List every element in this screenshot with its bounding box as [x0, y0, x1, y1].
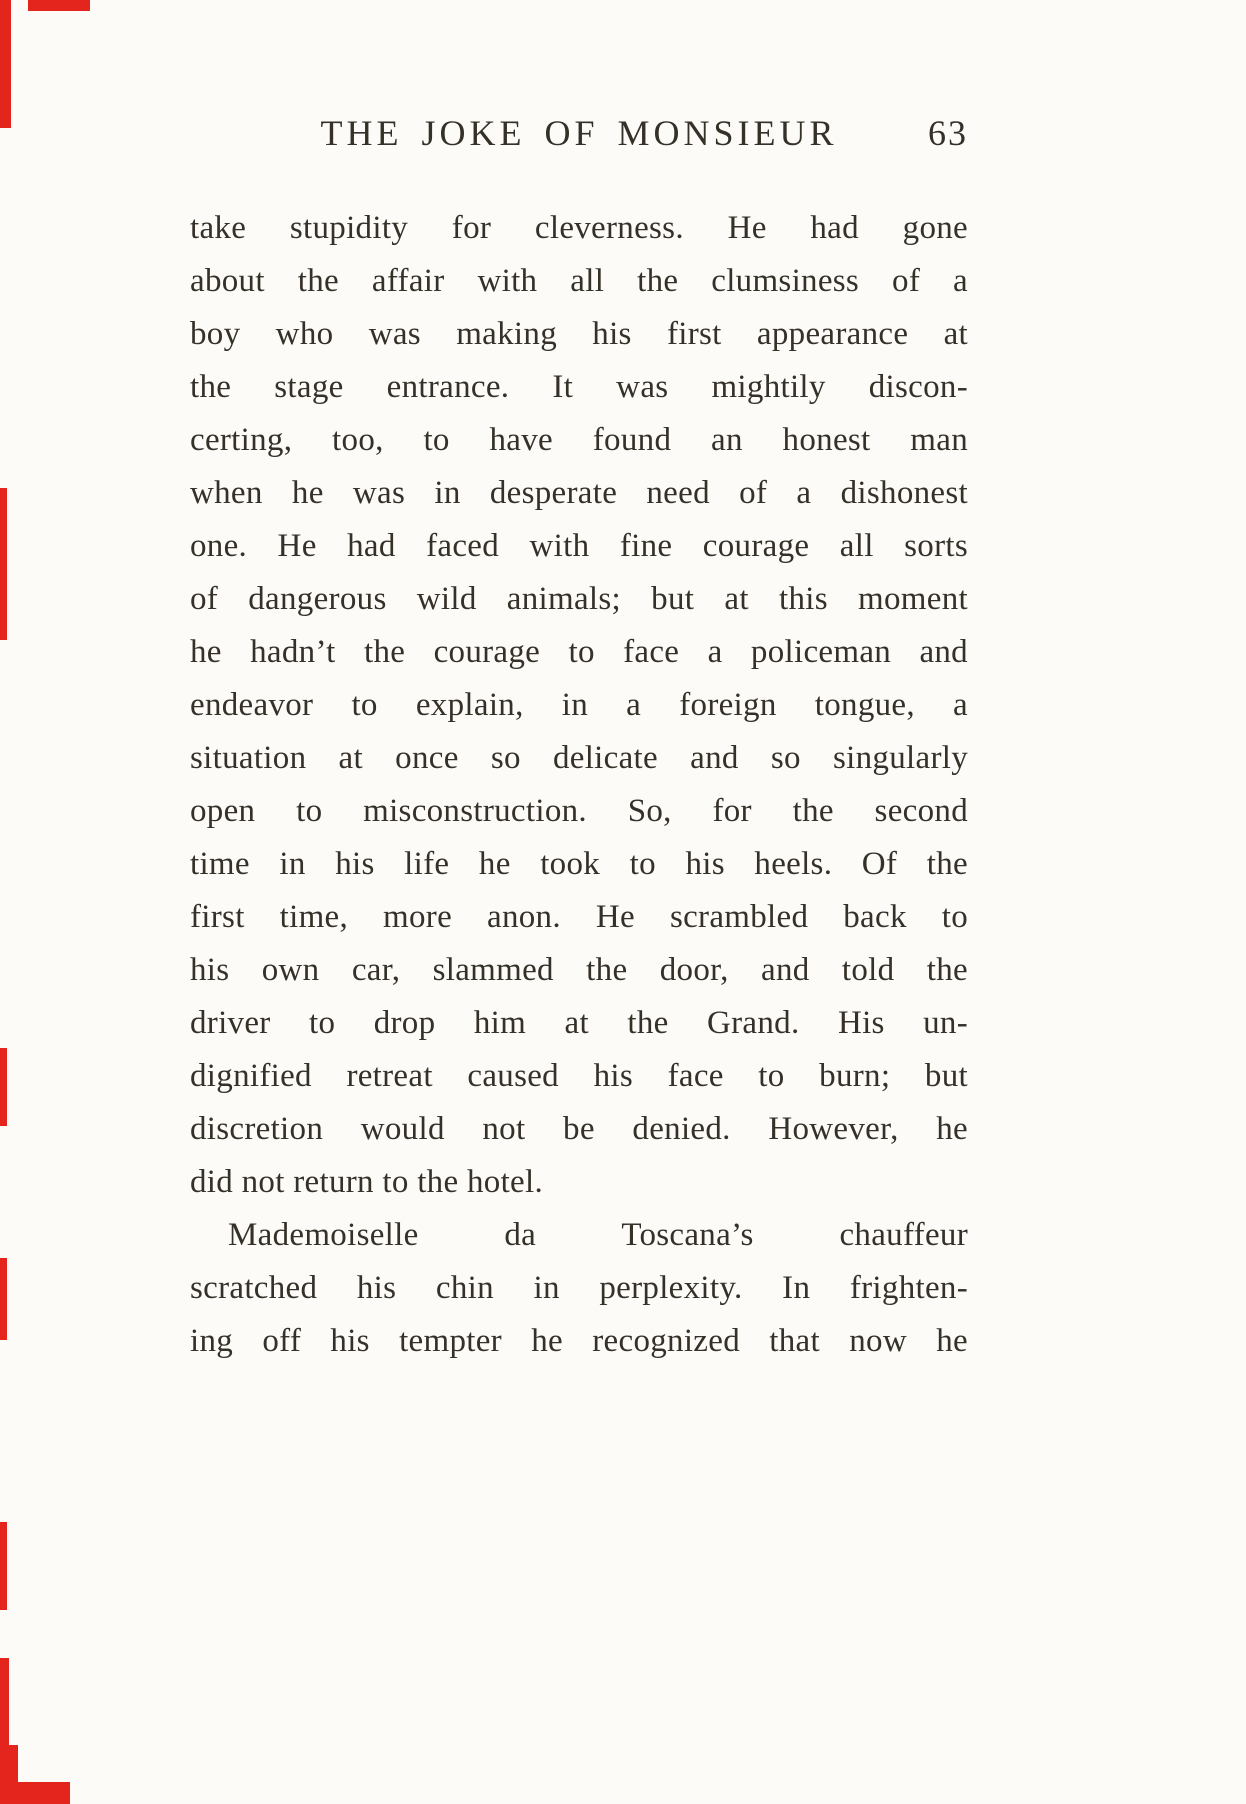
scan-artifact-red: [0, 1782, 70, 1804]
text-line: of dangerous wild animals; but at this moment: [190, 581, 968, 617]
scan-artifact-red: [0, 1522, 7, 1610]
text-line: the stage entrance. It was mightily discon-: [190, 369, 968, 405]
running-header-title: THE JOKE OF MONSIEUR: [320, 113, 838, 153]
scan-artifact-red: [0, 1048, 7, 1126]
scan-artifact-red: [0, 1258, 7, 1340]
text-line: discretion would not be denied. However, he: [190, 1111, 968, 1147]
text-line: first time, more anon. He scrambled back to: [190, 899, 968, 935]
text-column: [190, 112, 968, 1368]
running-header: [190, 112, 968, 162]
text-line: he hadn’t the courage to face a policeman and: [190, 634, 968, 670]
scan-artifact-red: [28, 0, 90, 11]
body-text: [190, 202, 968, 1368]
text-line: his own car, slammed the door, and told the: [190, 952, 968, 988]
text-line-paragraph-start: Mademoiselle da Toscana’s chauffeur: [228, 1217, 968, 1253]
text-line: boy who was making his first appearance at: [190, 316, 968, 352]
page-number: 63: [928, 113, 968, 153]
text-line: driver to drop him at the Grand. His un-: [190, 1005, 968, 1041]
text-line: situation at once so delicate and so singularly: [190, 740, 968, 776]
text-line: one. He had faced with fine courage all sorts: [190, 528, 968, 564]
text-line-paragraph-end: did not return to the hotel.: [190, 1164, 543, 1200]
text-line: certing, too, to have found an honest man: [190, 422, 968, 458]
text-line: about the affair with all the clumsiness of a: [190, 263, 968, 299]
text-line: when he was in desperate need of a dishonest: [190, 475, 968, 511]
text-line: scratched his chin in perplexity. In frighten-: [190, 1270, 968, 1306]
text-line: ing off his tempter he recognized that now he: [190, 1323, 968, 1359]
scan-artifact-red: [0, 0, 11, 128]
scan-artifact-red: [0, 488, 7, 640]
text-line: open to misconstruction. So, for the second: [190, 793, 968, 829]
text-line: dignified retreat caused his face to burn; but: [190, 1058, 968, 1094]
text-line: time in his life he took to his heels. Of the: [190, 846, 968, 882]
text-line: endeavor to explain, in a foreign tongue, a: [190, 687, 968, 723]
text-line: take stupidity for cleverness. He had gone: [190, 210, 968, 246]
